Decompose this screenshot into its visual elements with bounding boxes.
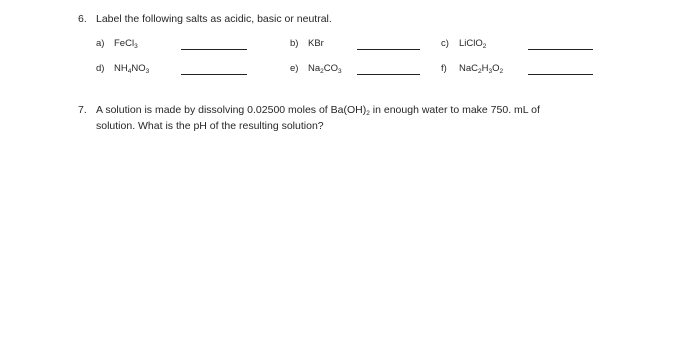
formula-subscript: 2 xyxy=(320,68,324,75)
item-f-label: f) xyxy=(441,63,447,74)
formula-text: Na xyxy=(308,63,321,74)
question-7-prompt-line2: solution. What is the pH of the resulting solution? xyxy=(96,120,324,132)
item-e-label: e) xyxy=(290,63,299,74)
item-f xyxy=(441,62,503,76)
formula-subscript: 2 xyxy=(478,68,482,75)
formula-subscript: 4 xyxy=(127,68,132,75)
formula-text: CO xyxy=(323,63,339,74)
item-c-formula xyxy=(459,38,486,49)
formula-subscript: 3 xyxy=(134,43,138,50)
question-7-number: 7. xyxy=(78,104,87,116)
formula-text: LiClO xyxy=(459,38,483,49)
formula-text: H xyxy=(481,63,489,74)
item-f-formula xyxy=(459,63,503,74)
question-6-prompt: Label the following salts as acidic, basic or neutral. xyxy=(96,13,332,25)
item-c-label: c) xyxy=(441,38,449,49)
question-7-line1-end: in enough water to make 750. mL of xyxy=(369,104,540,116)
item-a-label: a) xyxy=(96,38,105,49)
item-a xyxy=(96,37,138,51)
formula-text: NaC xyxy=(459,63,479,74)
item-d-formula xyxy=(114,63,149,74)
item-a-formula xyxy=(114,38,138,49)
answer-blank-e[interactable] xyxy=(357,74,420,75)
question-7-line1-subscript: 2 xyxy=(366,110,370,117)
formula-subscript: 3 xyxy=(338,68,342,75)
formula-subscript: 3 xyxy=(488,68,493,75)
formula-subscript: 3 xyxy=(145,68,150,75)
formula-text: KBr xyxy=(308,38,324,49)
formula-text: NO xyxy=(131,63,146,74)
question-6-number: 6. xyxy=(78,13,87,25)
formula-text: FeCl xyxy=(114,38,135,49)
answer-blank-b[interactable] xyxy=(357,49,420,50)
item-b-label: b) xyxy=(290,38,299,49)
question-7-line1-start: A solution is made by dissolving 0.02500 moles of Ba(OH) xyxy=(96,104,367,116)
answer-blank-a[interactable] xyxy=(181,49,247,50)
item-b-formula xyxy=(308,38,324,49)
item-e-formula xyxy=(308,63,342,74)
answer-blank-f[interactable] xyxy=(528,74,593,75)
formula-text: NH xyxy=(114,63,128,74)
item-d xyxy=(96,62,149,76)
answer-blank-c[interactable] xyxy=(528,49,593,50)
question-7-prompt-line1 xyxy=(96,103,540,117)
formula-subscript: 2 xyxy=(499,68,504,75)
item-e xyxy=(290,62,342,76)
item-d-label: d) xyxy=(96,63,105,74)
formula-subscript: 2 xyxy=(482,43,487,50)
answer-blank-d[interactable] xyxy=(181,74,247,75)
item-b xyxy=(290,37,324,51)
item-c xyxy=(441,37,486,51)
formula-text: O xyxy=(492,63,500,74)
